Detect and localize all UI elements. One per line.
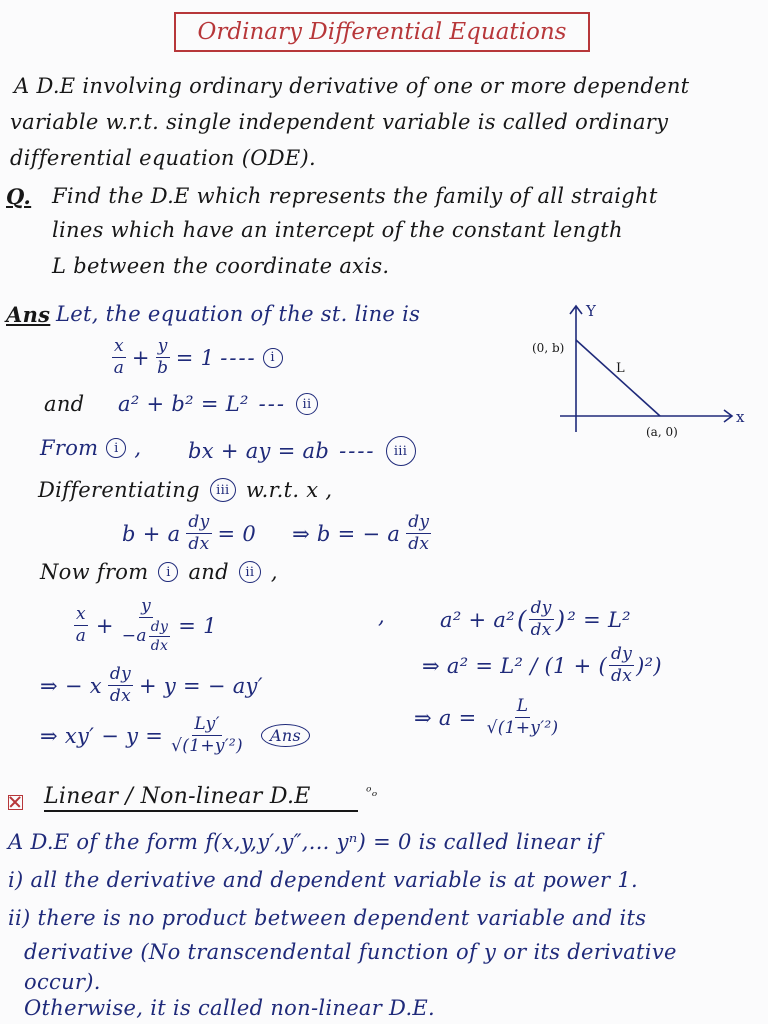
question-line-1: Find the D.E which represents the family of all straight	[52, 184, 658, 208]
fraction-x-over-a-2: $\frac{x}{a}$	[75, 604, 87, 646]
equation-8-rhs: + y = − ay′	[138, 673, 263, 698]
equation-10	[40, 716, 310, 755]
now-from-line	[40, 560, 278, 584]
equation-2-text: a² + b² = L²	[118, 392, 249, 416]
equation-6-lhs: a² + a²	[440, 607, 515, 632]
intro-line-3: differential equation (ODE).	[10, 146, 316, 170]
equation-4	[122, 514, 431, 553]
fraction-y-over-ady: y −a $\frac{dy}{dx}$	[121, 596, 169, 654]
x-axis-label: x	[736, 408, 745, 426]
comma-separator: ,	[378, 604, 385, 628]
equation-9-lhs: ⇒ a =	[414, 705, 477, 730]
fraction-ly-over-root: $\frac{Ly'}{\text{√(1+y′²)}}$	[171, 714, 243, 756]
point-top-label: (0, b)	[532, 341, 565, 355]
page-title-box	[174, 12, 590, 52]
answer-label: Ans	[6, 302, 51, 327]
question-line-3: L between the coordinate axis.	[52, 254, 390, 278]
equation-1-tag: i	[263, 348, 283, 368]
section-2-line-3: ii) there is no product between dependent variable and its	[8, 906, 647, 930]
plus-sign-2: +	[95, 613, 114, 638]
fraction-l-over-root: $\frac{L}{\text{√(1+y′²)}}$	[486, 696, 559, 738]
equation-6-rhs: ² = L²	[567, 607, 631, 632]
equation-3: bx + ay = ab ---- iii	[188, 436, 416, 466]
equation-8	[40, 666, 263, 705]
section-2-colon: ᵒₒ	[366, 784, 378, 800]
question-label: Q.	[6, 184, 32, 209]
differentiating-wrt: w.r.t. x ,	[245, 478, 333, 502]
fraction-x-over-a: $\frac{x}{a}$	[113, 336, 125, 378]
fraction-dy-dx-4: $\frac{dy}{dx}$	[611, 644, 633, 686]
now-from-word: Now from	[40, 560, 149, 584]
from-tag: i	[106, 438, 126, 458]
section-2-line-4: derivative (No transcendental function of y or its derivative	[24, 940, 677, 964]
fraction-dy-dx-3: $\frac{dy}{dx}$	[530, 598, 552, 640]
equation-7	[422, 646, 662, 685]
intro-line-2: variable w.r.t. single independent variable is called ordinary	[10, 110, 669, 134]
fraction-y-over-b: $\frac{y}{b}$	[157, 336, 169, 378]
equation-5-rhs: = 1	[178, 613, 217, 638]
y-axis-label: Y	[586, 302, 596, 320]
line-length-label: L	[616, 361, 625, 376]
equation-3-tag: iii	[386, 436, 416, 466]
differentiating-line	[38, 478, 332, 502]
equation-2-tag: ii	[296, 393, 318, 415]
equation-9	[414, 698, 558, 737]
now-and-word: and	[188, 560, 229, 584]
section-2-heading: Linear / Non-linear D.E	[44, 784, 311, 809]
final-answer-tag: Ans	[261, 724, 310, 747]
plus-sign: +	[131, 345, 150, 370]
equation-7-rhs: )²)	[636, 653, 662, 678]
line-intercept-graph	[520, 296, 760, 446]
fraction-dy-dx-5: $\frac{dy}{dx}$	[109, 664, 131, 706]
differentiating-tag: iii	[210, 478, 236, 502]
section-2-line-6: Otherwise, it is called non-linear D.E.	[24, 996, 436, 1020]
equation-8-lhs: ⇒ − x	[40, 673, 102, 698]
now-from-tag-1: i	[158, 562, 178, 582]
fraction-dy-dx: $\frac{dy}{dx}$	[188, 512, 210, 554]
now-from-tag-2: ii	[239, 561, 261, 583]
checkbox-icon	[8, 792, 23, 811]
equation-4-implies: ⇒ b = − a	[292, 521, 401, 546]
fraction-dy-dx-2: $\frac{dy}{dx}$	[408, 512, 430, 554]
answer-intro: Let, the equation of the st. line is	[56, 302, 421, 326]
equation-1: $\frac{x}{a}$ + $\frac{y}{b}$ = 1 ---- i	[112, 338, 283, 377]
question-line-2: lines which have an intercept of the constant length	[52, 218, 623, 242]
equation-2: a² + b² = L² --- ii	[118, 392, 318, 416]
page-title: Ordinary Differential Equations	[197, 19, 567, 45]
section-2-line-2: i) all the derivative and dependent variable is at power 1.	[8, 868, 639, 892]
intro-line-1: A D.E involving ordinary derivative of one or more dependent	[14, 74, 690, 98]
point-right-label: (a, 0)	[646, 425, 678, 439]
intercept-line	[576, 340, 660, 416]
differentiating-word: Differentiating	[38, 478, 200, 502]
and-word: and	[44, 392, 85, 416]
equation-5	[74, 598, 217, 653]
section-2-line-1: A D.E of the form f(x,y,y′,y″,... yⁿ) = 0 is called linear if	[8, 830, 602, 854]
section-2-underline	[44, 810, 358, 812]
equation-4-lhs: b + a	[122, 521, 181, 546]
from-line: From i ,	[40, 436, 142, 460]
equation-1-rhs: = 1	[175, 345, 215, 370]
equation-4-rhs: = 0	[217, 521, 257, 546]
equation-3-text: bx + ay = ab	[188, 439, 330, 463]
from-word: From	[40, 436, 99, 460]
now-comma: ,	[270, 560, 278, 584]
section-2-line-5: occur).	[24, 970, 101, 994]
equation-6: a² + a² ( $\frac{dy}{dx}$ ) ² = L²	[440, 598, 631, 640]
equation-7-lhs: ⇒ a² = L² / (1 + (	[422, 653, 608, 678]
equation-10-lhs: ⇒ xy′ − y =	[40, 723, 164, 748]
